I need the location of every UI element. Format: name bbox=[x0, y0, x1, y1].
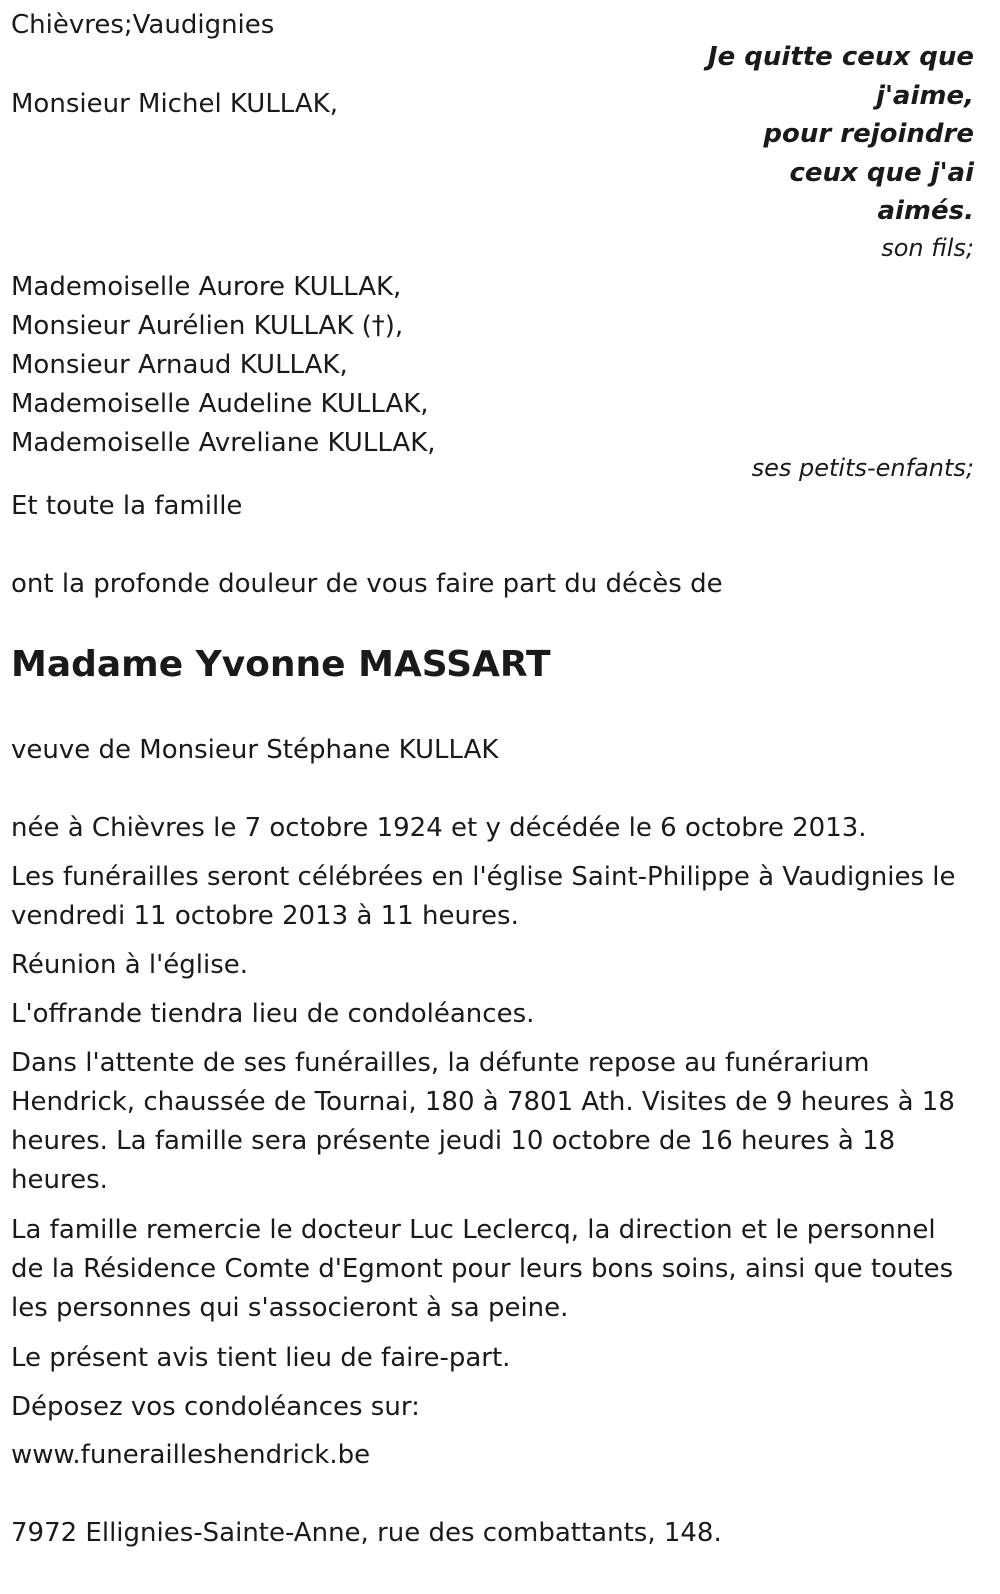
grandchildren-list bbox=[11, 268, 436, 463]
location-header: Chièvres;Vaudignies bbox=[11, 10, 275, 40]
son-role: son fils; bbox=[881, 234, 974, 262]
birth-death: née à Chièvres le 7 octobre 1924 et y décédée le 6 octobre 2013. bbox=[11, 813, 867, 843]
deceased-name: Madame Yvonne MASSART bbox=[11, 644, 551, 685]
quote-line: aimés. bbox=[877, 196, 974, 226]
visitation-info: Dans l'attente de ses funérailles, la défunte repose au funérarium Hendrick, chaussée de Tournai, 180 à 7801 Ath. Visites de 9 heures à 18 heures. La famille sera présente jeudi 10 octobre de 16 heures à 18 heures. bbox=[11, 1048, 955, 1195]
address: 7972 Ellignies-Sainte-Anne, rue des combattants, 148. bbox=[11, 1518, 722, 1548]
grandchild-name: Mademoiselle Avreliane KULLAK, bbox=[11, 428, 436, 458]
son-name: Monsieur Michel KULLAK, bbox=[11, 89, 338, 119]
grandchild-name: Mademoiselle Aurore KULLAK, bbox=[11, 272, 402, 302]
announcement: ont la profonde douleur de vous faire part du décès de bbox=[11, 569, 723, 599]
widow-of: veuve de Monsieur Stéphane KULLAK bbox=[11, 735, 499, 765]
notice-info: Le présent avis tient lieu de faire-part. bbox=[11, 1343, 511, 1373]
meeting-info: Réunion à l'église. bbox=[11, 950, 249, 980]
thanks-info: La famille remercie le docteur Luc Leclercq, la direction et le personnel de la Résidence Comte d'Egmont pour leurs bons soins, ainsi que toutes les personnes qui s'associeront à sa peine. bbox=[11, 1215, 954, 1323]
grandchild-name: Monsieur Aurélien KULLAK (†), bbox=[11, 311, 404, 341]
condolences-website-link[interactable]: www.funerailleshendrick.be bbox=[11, 1440, 371, 1470]
offering-info: L'offrande tiendra lieu de condoléances. bbox=[11, 999, 535, 1029]
quote-line: j'aime, bbox=[876, 80, 974, 111]
grandchild-name: Mademoiselle Audeline KULLAK, bbox=[11, 389, 429, 419]
quote-line: pour rejoindre bbox=[763, 119, 974, 149]
quote-line: ceux que j'ai bbox=[789, 157, 974, 188]
grandchild-name: Monsieur Arnaud KULLAK, bbox=[11, 350, 348, 380]
family-line: Et toute la famille bbox=[11, 491, 243, 521]
memorial-quote bbox=[708, 38, 974, 231]
grandchildren-role: ses petits-enfants; bbox=[751, 454, 974, 482]
funeral-details: Les funérailles seront célébrées en l'église Saint-Philippe à Vaudignies le vendredi 11 octobre 2013 à 11 heures. bbox=[11, 862, 956, 931]
condolences-label: Déposez vos condoléances sur: bbox=[11, 1392, 420, 1422]
quote-line: Je quitte ceux que bbox=[707, 42, 974, 72]
